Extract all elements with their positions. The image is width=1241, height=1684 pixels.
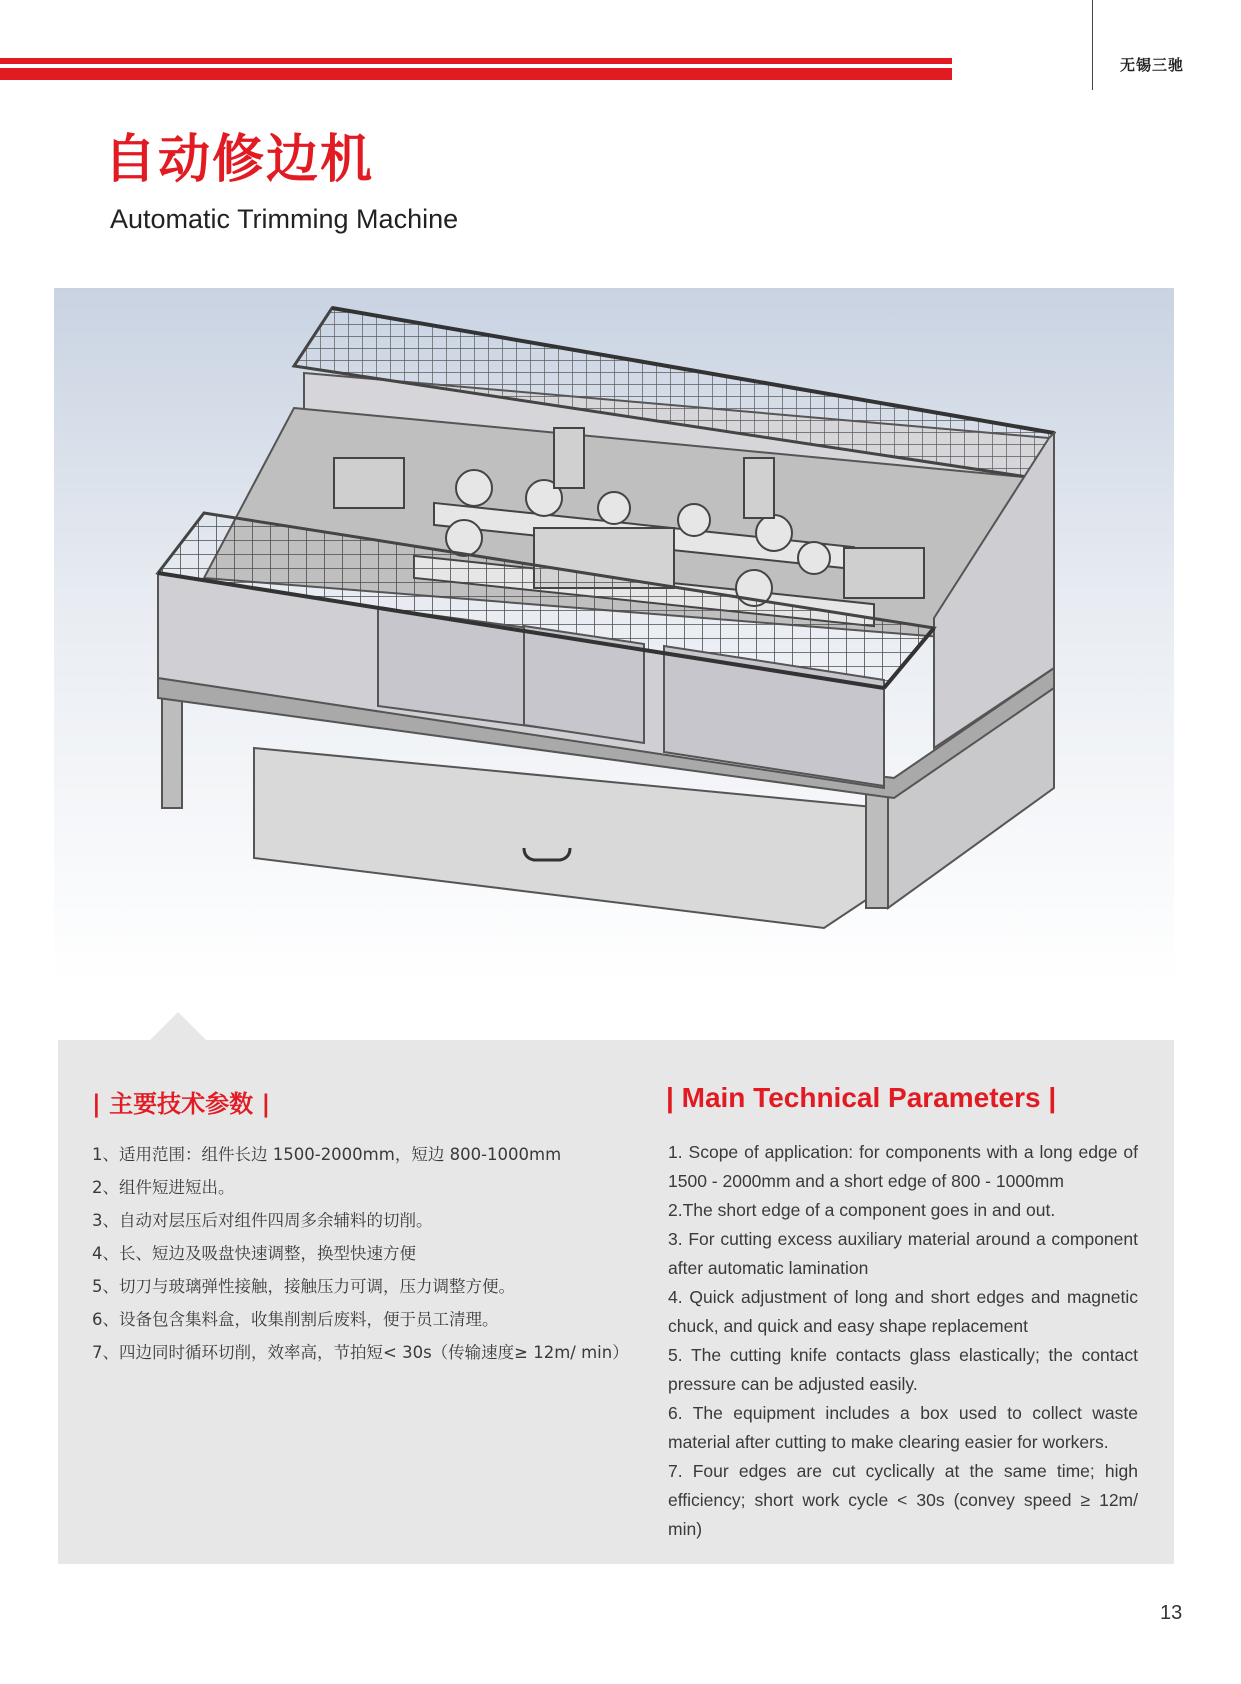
header-stripe-thin bbox=[0, 58, 952, 64]
brand-name: 无锡三驰 bbox=[1120, 56, 1185, 74]
header-divider bbox=[1092, 0, 1093, 90]
param-en-6: 6. The equipment includes a box used to collect waste material after cutting to make clearing easier for workers. bbox=[668, 1403, 1138, 1452]
page-number: 13 bbox=[1160, 1602, 1183, 1624]
param-cn-2: 2、组件短进短出。 bbox=[92, 1178, 235, 1197]
params-list-en bbox=[668, 1138, 1138, 1544]
leg-front-left bbox=[162, 688, 182, 808]
params-list-cn bbox=[92, 1138, 632, 1369]
leg-front-right bbox=[866, 788, 888, 908]
param-cn-5: 5、切刀与玻璃弹性接触，接触压力可调，压力调整方便。 bbox=[92, 1277, 515, 1296]
param-cn-6: 6、设备包含集料盒，收集削割后废料，便于员工清理。 bbox=[92, 1310, 499, 1329]
params-heading-en: | Main Technical Parameters | bbox=[666, 1082, 1057, 1113]
param-cn-1: 1、适用范围：组件长边 1500-2000mm，短边 800-1000mm bbox=[92, 1145, 562, 1164]
header-stripe-thick bbox=[0, 68, 952, 80]
params-heading-cn: | 主要技术参数 | bbox=[92, 1090, 271, 1118]
param-cn-7: 7、四边同时循环切削，效率高，节拍短< 30s（传输速度≥ 12m/ min） bbox=[92, 1343, 629, 1362]
machine-illustration bbox=[54, 288, 1174, 982]
param-en-4: 4. Quick adjustment of long and short edges and magnetic chuck, and quick and easy shape replacement bbox=[668, 1287, 1138, 1336]
param-en-5: 5. The cutting knife contacts glass elastically; the contact pressure can be adjusted easily. bbox=[668, 1345, 1138, 1394]
param-en-7: 7. Four edges are cut cyclically at the same time; high efficiency; short work cycle < 30s (convey speed ≥ 12m/ min) bbox=[668, 1461, 1138, 1539]
page-title-cn: 自动修边机 bbox=[104, 130, 375, 190]
param-en-1: 1. Scope of application: for components with a long edge of 1500 - 2000mm and a short edge of 800 - 1000mm bbox=[668, 1142, 1138, 1191]
params-notch bbox=[150, 1012, 206, 1040]
param-en-2: 2.The short edge of a component goes in and out. bbox=[668, 1200, 1056, 1220]
front-window-1 bbox=[378, 608, 544, 728]
front-window-2 bbox=[524, 626, 644, 743]
machine-render bbox=[54, 288, 1174, 982]
param-en-3: 3. For cutting excess auxiliary material around a component after automatic lamination bbox=[668, 1229, 1138, 1278]
param-cn-3: 3、自动对层压后对组件四周多余辅料的切削。 bbox=[92, 1211, 433, 1230]
page-title-en: Automatic Trimming Machine bbox=[110, 204, 459, 234]
param-cn-4: 4、长、短边及吸盘快速调整，换型快速方便 bbox=[92, 1244, 416, 1263]
